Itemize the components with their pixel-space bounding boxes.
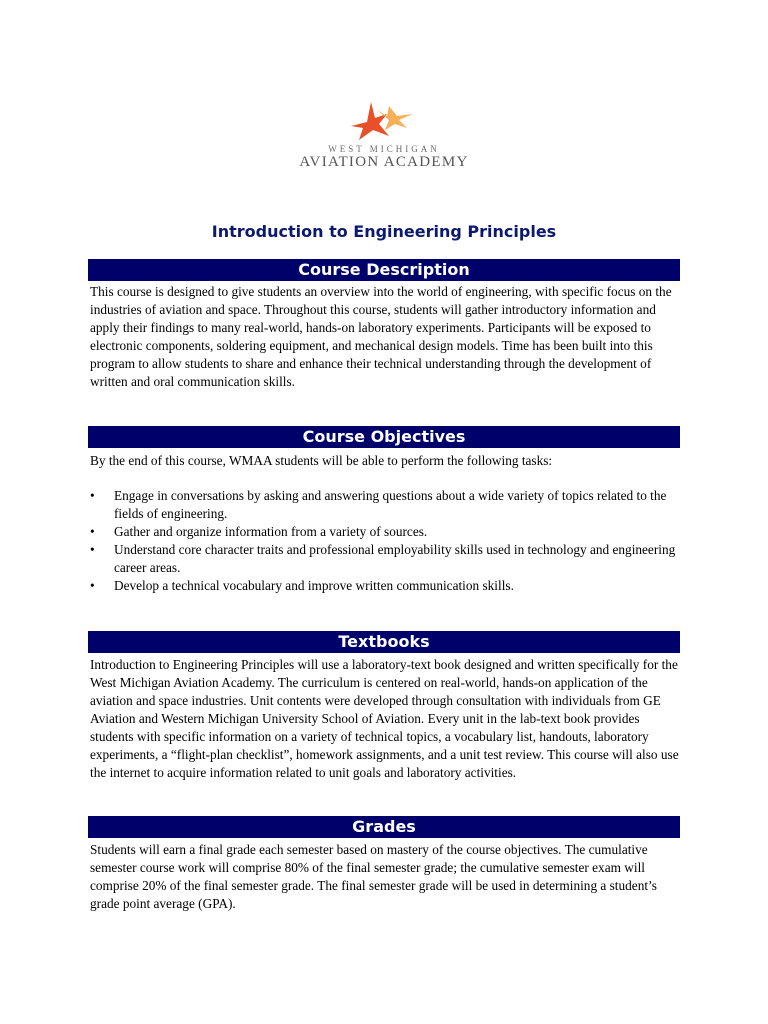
bullet-icon: • [90, 542, 95, 557]
document-title: Introduction to Engineering Principles [211, 222, 557, 241]
course-description-heading: Course Description [88, 259, 680, 281]
course-description-text: This course is designed to give students an overview into the world of engineering, with specific focus on the industries of aviation and space. Throughout this course, students will gather introductory information and apply their findings to many real-world, hands-on laboratory experiments. Participants will be exposed to electronic components, soldering equipment, and mechanical design models. Time has been built into this program to allow students to share and enhance their technical understanding through the development of written and oral communication skills. [90, 284, 672, 389]
grades-heading: Grades [88, 816, 680, 838]
academy-logo [0, 100, 768, 171]
objective-text: Gather and organize information from a variety of sources. [114, 524, 428, 539]
grades-text: Students will earn a final grade each semester based on mastery of the course objectives. The cumulative semester course work will comprise 80% of the final semester grade; the cumulative semester exam will comprise 20% of the final semester grade. The final semester grade will be used in determining a student’s grade point average (GPA). [90, 842, 657, 911]
list-item [90, 523, 682, 541]
logo-top-text: WEST MICHIGAN [328, 144, 440, 154]
list-item [90, 487, 682, 523]
aircraft-logo-icon [349, 100, 419, 142]
objective-text: Engage in conversations by asking and answering questions about a wide variety of topics related to the fields of engineering. [114, 488, 667, 521]
course-objectives-heading: Course Objectives [88, 426, 680, 448]
bullet-icon: • [90, 488, 95, 503]
textbooks-heading: Textbooks [88, 631, 680, 653]
bullet-icon: • [90, 578, 95, 593]
list-item [90, 541, 682, 577]
textbooks-text: Introduction to Engineering Principles will use a laboratory-text book designed and written specifically for the West Michigan Aviation Academy. The curriculum is centered on real-world, hands-on application of the aviation and space industries. Unit contents were developed through consultation with individuals from GE Aviation and Western Michigan University School of Aviation. Every unit in the lab-text book provides students with specific information on a variety of technical topics, a vocabulary list, handouts, laboratory experiments, a “flight-plan checklist”, homework assignments, and a unit test review. This course will also use the internet to acquire information related to unit goals and laboratory activities. [90, 657, 679, 780]
objectives-intro-text: By the end of this course, WMAA students will be able to perform the following tasks: [90, 453, 553, 468]
objective-text: Develop a technical vocabulary and improve written communication skills. [114, 578, 514, 593]
list-item [90, 577, 682, 595]
objectives-list [90, 487, 682, 595]
logo-bottom-text: AVIATION ACADEMY [299, 154, 469, 170]
objective-text: Understand core character traits and professional employability skills used in technology and engineering career areas. [114, 542, 676, 575]
bullet-icon: • [90, 524, 95, 539]
